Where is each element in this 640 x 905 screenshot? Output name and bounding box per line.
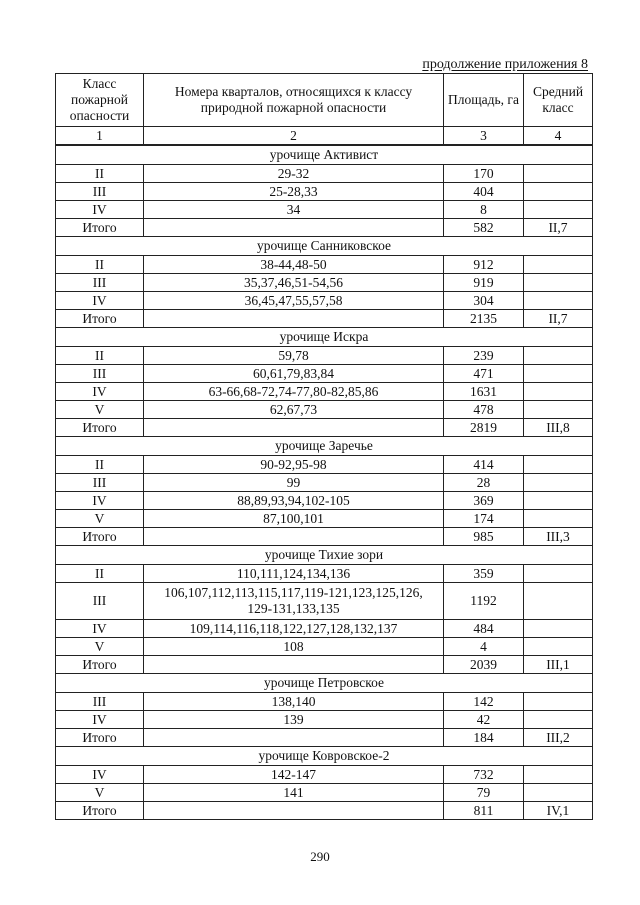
section-title: урочище Петровское [56, 674, 593, 693]
total-row [56, 729, 593, 747]
class-cell: Итого [56, 802, 144, 820]
class-cell: III [56, 274, 144, 292]
area-cell: 404 [444, 183, 524, 201]
avg-class-cell [524, 784, 593, 802]
section-title: урочище Санниковское [56, 237, 593, 256]
area-cell: 359 [444, 565, 524, 583]
class-cell: Итого [56, 656, 144, 674]
quarters-cell: 90-92,95-98 [144, 456, 444, 474]
quarters-cell: 38-44,48-50 [144, 256, 444, 274]
avg-class-cell [524, 510, 593, 528]
area-cell: 184 [444, 729, 524, 747]
area-cell: 4 [444, 638, 524, 656]
table-row [56, 565, 593, 583]
section-title: урочище Заречье [56, 437, 593, 456]
table-row [56, 510, 593, 528]
quarters-cell: 25-28,33 [144, 183, 444, 201]
header-area: Площадь, га [444, 74, 524, 127]
class-cell: IV [56, 620, 144, 638]
avg-class-cell: II,7 [524, 219, 593, 237]
table-body [56, 145, 593, 820]
area-cell: 2135 [444, 310, 524, 328]
area-cell: 478 [444, 401, 524, 419]
quarters-cell [144, 219, 444, 237]
quarters-cell: 138,140 [144, 693, 444, 711]
area-cell: 985 [444, 528, 524, 546]
header-class: Класс пожарной опасности [56, 74, 144, 127]
area-cell: 2039 [444, 656, 524, 674]
class-cell: IV [56, 492, 144, 510]
quarters-cell [144, 802, 444, 820]
quarters-cell: 60,61,79,83,84 [144, 365, 444, 383]
quarters-cell: 109,114,116,118,122,127,128,132,137 [144, 620, 444, 638]
avg-class-cell [524, 693, 593, 711]
table-row [56, 383, 593, 401]
header-avg-class: Средний класс [524, 74, 593, 127]
table-row [56, 292, 593, 310]
avg-class-cell: III,3 [524, 528, 593, 546]
appendix-caption: продолжение приложения 8 [422, 57, 588, 72]
table-row [56, 347, 593, 365]
class-cell: III [56, 183, 144, 201]
avg-class-cell [524, 292, 593, 310]
area-cell: 170 [444, 165, 524, 183]
class-cell: IV [56, 201, 144, 219]
quarters-cell: 110,111,124,134,136 [144, 565, 444, 583]
quarters-cell: 88,89,93,94,102-105 [144, 492, 444, 510]
table-row [56, 274, 593, 292]
area-cell: 239 [444, 347, 524, 365]
class-cell: IV [56, 383, 144, 401]
quarters-cell: 36,45,47,55,57,58 [144, 292, 444, 310]
quarters-cell [144, 419, 444, 437]
class-cell: Итого [56, 729, 144, 747]
section-row [56, 145, 593, 165]
class-cell: V [56, 510, 144, 528]
area-cell: 732 [444, 766, 524, 784]
area-cell: 8 [444, 201, 524, 219]
avg-class-cell [524, 638, 593, 656]
quarters-cell: 141 [144, 784, 444, 802]
class-cell: III [56, 365, 144, 383]
quarters-cell: 142-147 [144, 766, 444, 784]
table-row [56, 620, 593, 638]
quarters-cell [144, 729, 444, 747]
column-number: 2 [144, 127, 444, 146]
class-cell: IV [56, 766, 144, 784]
avg-class-cell: III,8 [524, 419, 593, 437]
avg-class-cell [524, 256, 593, 274]
table-row [56, 711, 593, 729]
quarters-cell [144, 310, 444, 328]
quarters-cell: 99 [144, 474, 444, 492]
avg-class-cell [524, 183, 593, 201]
section-title: урочище Ковровское-2 [56, 747, 593, 766]
table-row [56, 583, 593, 620]
avg-class-cell [524, 492, 593, 510]
table-row [56, 165, 593, 183]
section-row [56, 747, 593, 766]
header-quarters: Номера кварталов, относящихся к классу природной пожарной опасности [144, 74, 444, 127]
class-cell: Итого [56, 419, 144, 437]
area-cell: 142 [444, 693, 524, 711]
area-cell: 79 [444, 784, 524, 802]
area-cell: 2819 [444, 419, 524, 437]
avg-class-cell [524, 583, 593, 620]
quarters-cell [144, 528, 444, 546]
table-row [56, 784, 593, 802]
total-row [56, 219, 593, 237]
avg-class-cell [524, 401, 593, 419]
table-row [56, 365, 593, 383]
section-title: урочище Тихие зори [56, 546, 593, 565]
table-row [56, 401, 593, 419]
class-cell: II [56, 456, 144, 474]
avg-class-cell: II,7 [524, 310, 593, 328]
area-cell: 369 [444, 492, 524, 510]
quarters-cell: 87,100,101 [144, 510, 444, 528]
avg-class-cell [524, 711, 593, 729]
class-cell: Итого [56, 528, 144, 546]
table-row [56, 201, 593, 219]
table-row [56, 256, 593, 274]
table-row [56, 456, 593, 474]
area-cell: 304 [444, 292, 524, 310]
class-cell: Итого [56, 219, 144, 237]
total-row [56, 419, 593, 437]
quarters-cell: 35,37,46,51-54,56 [144, 274, 444, 292]
table-row [56, 638, 593, 656]
quarters-cell: 62,67,73 [144, 401, 444, 419]
class-cell: III [56, 693, 144, 711]
quarters-cell: 29-32 [144, 165, 444, 183]
class-cell: V [56, 638, 144, 656]
quarters-cell: 59,78 [144, 347, 444, 365]
avg-class-cell [524, 474, 593, 492]
area-cell: 912 [444, 256, 524, 274]
class-cell: V [56, 784, 144, 802]
quarters-cell: 106,107,112,113,115,117,119-121,123,125,126, 129-131,133,135 [144, 583, 444, 620]
avg-class-cell [524, 565, 593, 583]
section-row [56, 546, 593, 565]
section-row [56, 237, 593, 256]
section-row [56, 328, 593, 347]
avg-class-cell [524, 365, 593, 383]
avg-class-cell [524, 456, 593, 474]
table-row [56, 766, 593, 784]
avg-class-cell [524, 347, 593, 365]
section-title: урочище Искра [56, 328, 593, 347]
area-cell: 484 [444, 620, 524, 638]
column-number: 4 [524, 127, 593, 146]
fire-danger-table [55, 73, 593, 820]
area-cell: 471 [444, 365, 524, 383]
area-cell: 28 [444, 474, 524, 492]
section-row [56, 437, 593, 456]
class-cell: III [56, 474, 144, 492]
quarters-cell: 108 [144, 638, 444, 656]
avg-class-cell: IV,1 [524, 802, 593, 820]
table-row [56, 183, 593, 201]
class-cell: II [56, 256, 144, 274]
area-cell: 582 [444, 219, 524, 237]
section-title: урочище Активист [56, 145, 593, 165]
area-cell: 414 [444, 456, 524, 474]
avg-class-cell [524, 165, 593, 183]
quarters-cell [144, 656, 444, 674]
class-cell: Итого [56, 310, 144, 328]
total-row [56, 802, 593, 820]
area-cell: 1192 [444, 583, 524, 620]
class-cell: II [56, 165, 144, 183]
quarters-cell: 139 [144, 711, 444, 729]
column-number: 3 [444, 127, 524, 146]
column-number: 1 [56, 127, 144, 146]
avg-class-cell [524, 201, 593, 219]
table-row [56, 492, 593, 510]
avg-class-cell: III,1 [524, 656, 593, 674]
class-cell: II [56, 347, 144, 365]
class-cell: V [56, 401, 144, 419]
avg-class-cell: III,2 [524, 729, 593, 747]
total-row [56, 656, 593, 674]
total-row [56, 528, 593, 546]
area-cell: 811 [444, 802, 524, 820]
avg-class-cell [524, 620, 593, 638]
area-cell: 919 [444, 274, 524, 292]
class-cell: II [56, 565, 144, 583]
class-cell: IV [56, 292, 144, 310]
area-cell: 1631 [444, 383, 524, 401]
table-row [56, 693, 593, 711]
avg-class-cell [524, 383, 593, 401]
total-row [56, 310, 593, 328]
avg-class-cell [524, 274, 593, 292]
area-cell: 42 [444, 711, 524, 729]
avg-class-cell [524, 766, 593, 784]
quarters-cell: 34 [144, 201, 444, 219]
class-cell: IV [56, 711, 144, 729]
area-cell: 174 [444, 510, 524, 528]
section-row [56, 674, 593, 693]
table-row [56, 474, 593, 492]
page-number: 290 [310, 849, 330, 864]
class-cell: III [56, 583, 144, 620]
quarters-cell: 63-66,68-72,74-77,80-82,85,86 [144, 383, 444, 401]
